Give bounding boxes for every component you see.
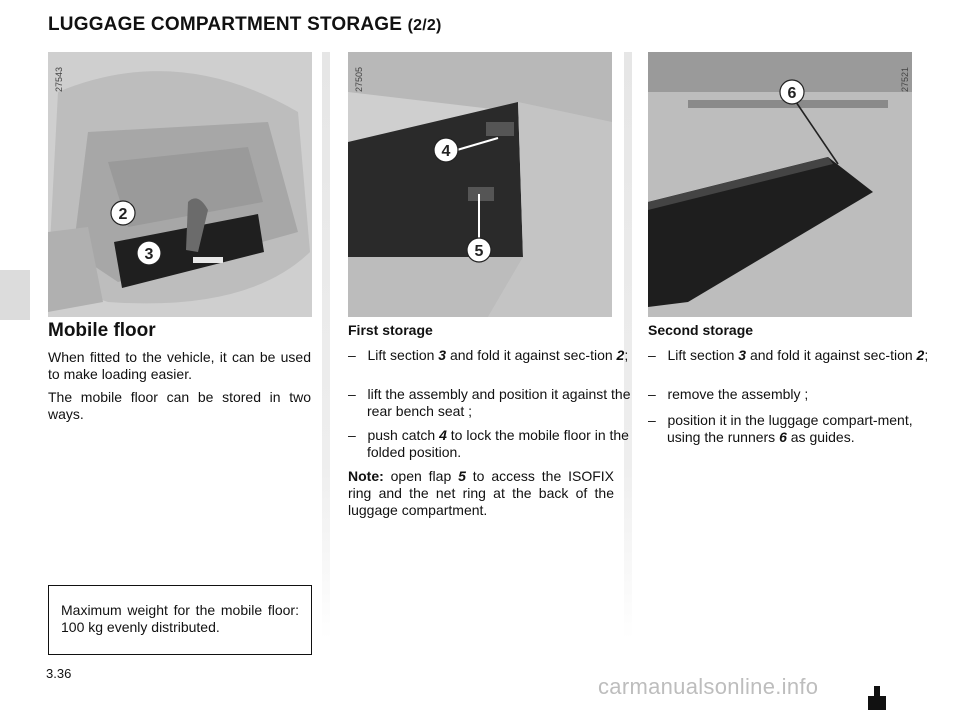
photo-ref-number: 27521 bbox=[900, 66, 910, 92]
list-item: – position it in the luggage compart-ment, using the runners 6 as guides. bbox=[648, 412, 913, 445]
svg-text:6: 6 bbox=[787, 85, 797, 102]
paragraph: The mobile floor can be stored in two ways. bbox=[48, 389, 311, 422]
callout-5 bbox=[464, 194, 494, 266]
list-item: – remove the assembly ; bbox=[648, 386, 809, 402]
svg-text:2: 2 bbox=[118, 206, 128, 223]
section-heading-second-storage: Second storage bbox=[648, 322, 754, 338]
list-item: – Lift section 3 and fold it against sec-tion 2; bbox=[648, 347, 929, 363]
photo-ref-number: 27543 bbox=[54, 66, 64, 92]
list-item: – push catch 4 to lock the mobile floor in the folded position. bbox=[348, 427, 629, 460]
section-heading-mobile-floor: Mobile floor bbox=[48, 320, 156, 341]
column-divider bbox=[624, 52, 632, 640]
callout-6 bbox=[778, 78, 842, 168]
watermark: carmanualsonline.info bbox=[598, 674, 819, 699]
callout-2 bbox=[108, 198, 138, 228]
photo-first-storage bbox=[348, 52, 612, 317]
note-paragraph: Note: open flap 5 to access the ISOFIX ring and the net ring at the back of the luggage compartment. bbox=[348, 468, 614, 518]
paragraph: When fitted to the vehicle, it can be used to make loading easier. bbox=[48, 349, 311, 382]
callout-4 bbox=[432, 136, 502, 166]
note-box: Maximum weight for the mobile floor: 100 kg evenly distributed. bbox=[48, 585, 312, 655]
page-title bbox=[48, 14, 441, 36]
photo-second-storage bbox=[648, 52, 912, 317]
column-divider bbox=[322, 52, 330, 640]
section-heading-first-storage: First storage bbox=[348, 322, 433, 338]
title-suffix: (2/2) bbox=[407, 17, 442, 34]
list-item: – lift the assembly and position it against the rear bench seat ; bbox=[348, 386, 631, 419]
page-number: 3.36 bbox=[46, 666, 72, 681]
corner-mark bbox=[868, 696, 886, 710]
section-tab bbox=[0, 270, 30, 320]
photo-mobile-floor bbox=[48, 52, 312, 317]
callout-3 bbox=[134, 238, 164, 268]
photo-ref-number: 27505 bbox=[354, 66, 364, 92]
svg-text:5: 5 bbox=[474, 243, 484, 260]
list-item: – Lift section 3 and fold it against sec-tion 2; bbox=[348, 347, 629, 363]
title-text: LUGGAGE COMPARTMENT STORAGE bbox=[48, 14, 403, 35]
svg-text:4: 4 bbox=[441, 143, 451, 160]
svg-text:3: 3 bbox=[144, 246, 154, 263]
